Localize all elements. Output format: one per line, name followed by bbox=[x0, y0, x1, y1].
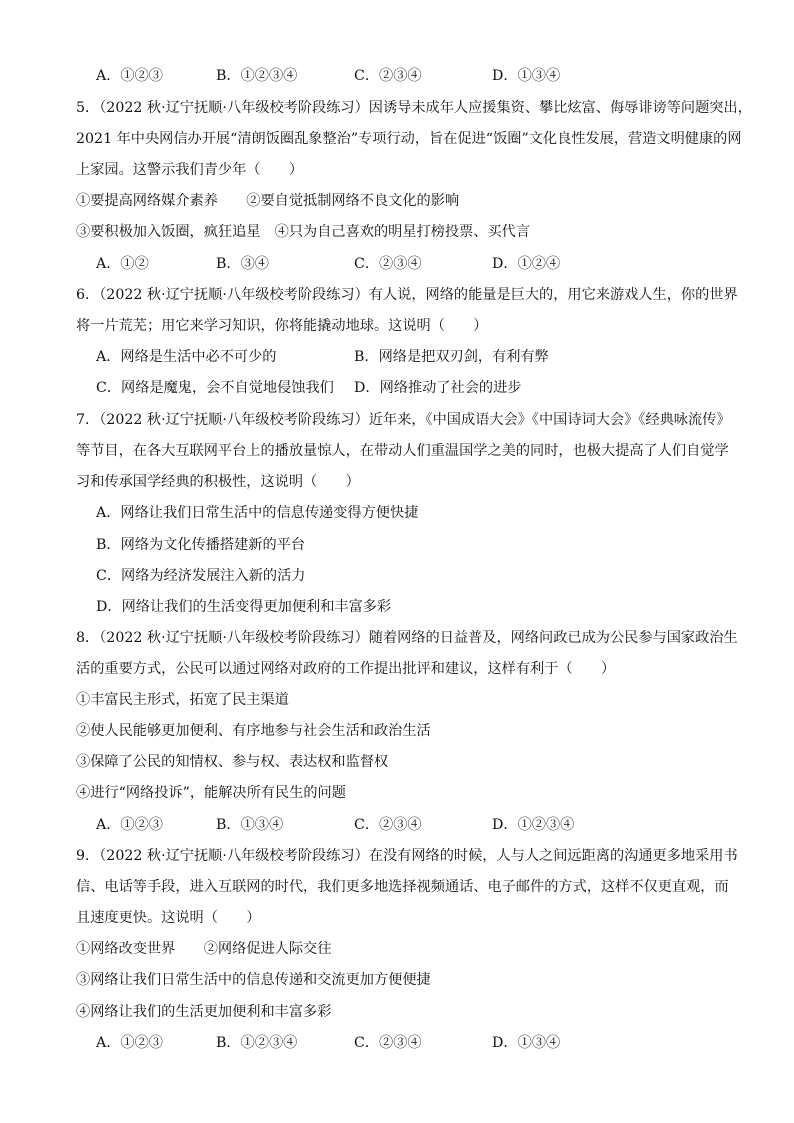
q4-option-a: A．①②③ bbox=[96, 68, 163, 84]
q5-option-b: B．③④ bbox=[216, 256, 269, 272]
q6-option-d: D．网络推动了社会的进步 bbox=[354, 380, 522, 396]
q8-statement-2: ②使人民能够更加便利、有序地参与社会生活和政治生活 bbox=[76, 723, 431, 739]
q8-options bbox=[96, 815, 736, 835]
q6-stem-line-1: 6．（2022 秋·辽宁抚顺·八年级校考阶段练习）有人说，网络的能量是巨大的，用它来游戏人生，你的世界 bbox=[76, 287, 738, 303]
q6-option-a: A．网络是生活中必不可少的 bbox=[96, 349, 277, 365]
q5-stem-line-1: 5．（2022 秋·辽宁抚顺·八年级校考阶段练习）因诱导未成年人应援集资、攀比炫富、侮辱诽谤等问题突出， bbox=[76, 100, 752, 116]
q4-option-c: C．②③④ bbox=[354, 68, 422, 84]
q8-option-b: B．①③④ bbox=[216, 817, 284, 833]
q5-option-c: C．②③④ bbox=[354, 256, 422, 272]
q9-option-a: A．①②③ bbox=[96, 1035, 163, 1051]
q9-stem-line-3: 且速度更快。这说明（ ） bbox=[76, 910, 261, 926]
q7-stem-line-2: 等节目，在各大互联网平台上的播放量惊人，在带动人们重温国学之美的同时，也极大提高了人们自觉学 bbox=[76, 443, 729, 459]
q8-statement-4: ④进行“网络投诉”，能解决所有民生的问题 bbox=[76, 785, 346, 801]
q9-stem-line-1: 9．（2022 秋·辽宁抚顺·八年级校考阶段练习）在没有网络的时候，人与人之间远距离的沟通更多地采用书 bbox=[76, 848, 738, 864]
q4-option-b: B．①②③④ bbox=[216, 68, 298, 84]
q5-stem-line-3: 上家园。这警示我们青少年（ ） bbox=[76, 162, 304, 178]
q8-statement-3: ③保障了公民的知情权、参与权、表达权和监督权 bbox=[76, 754, 389, 770]
q9-statement-1: ①网络改变世界 ②网络促进人际交往 bbox=[76, 941, 332, 957]
q7-option-d: D．网络让我们的生活变得更加便利和丰富多彩 bbox=[96, 599, 392, 615]
q7-option-a: A．网络让我们日常生活中的信息传递变得方便快捷 bbox=[96, 505, 419, 521]
q5-option-d: D．①②④ bbox=[492, 256, 561, 272]
q5-options bbox=[96, 254, 736, 274]
q6-options-row-1 bbox=[96, 347, 736, 367]
q7-stem-line-3: 习和传承国学经典的积极性，这说明（ ） bbox=[76, 474, 360, 490]
q6-stem-line-2: 将一片荒芜；用它来学习知识，你将能撬动地球。这说明（ ） bbox=[76, 318, 488, 334]
q8-stem-line-1: 8．（2022 秋·辽宁抚顺·八年级校考阶段练习）随着网络的日益普及，网络问政已成为公民参与国家政治生 bbox=[76, 630, 738, 646]
q8-option-a: A．①②③ bbox=[96, 817, 163, 833]
q5-option-a: A．①② bbox=[96, 256, 149, 272]
q5-statement-1: ①要提高网络媒介素养 ②要自觉抵制网络不良文化的影响 bbox=[76, 193, 460, 209]
q8-stem-line-2: 活的重要方式，公民可以通过网络对政府的工作提出批评和建议，这样有利于（ ） bbox=[76, 661, 616, 677]
q9-option-d: D．①③④ bbox=[492, 1035, 561, 1051]
q9-statement-3: ④网络让我们的生活更加便利和丰富多彩 bbox=[76, 1004, 332, 1020]
q7-stem-line-1: 7．（2022 秋·辽宁抚顺·八年级校考阶段练习）近年来，《中国成语大会》《中国诗词大会》《经典咏流传》 bbox=[76, 412, 731, 428]
q5-stem-line-2: 2021 年中央网信办开展“清朗饭圈乱象整治”专项行动，旨在促进“饭圈”文化良性发展，营造文明健康的网 bbox=[76, 131, 742, 147]
q9-option-c: C．②③④ bbox=[354, 1035, 422, 1051]
q4-options bbox=[96, 66, 736, 86]
q9-option-b: B．①②③④ bbox=[216, 1035, 298, 1051]
q4-option-d: D．①③④ bbox=[492, 68, 561, 84]
q9-stem-line-2: 信、电话等手段，进入互联网的时代，我们更多地选择视频通话、电子邮件的方式，这样不仅更直观，而 bbox=[76, 879, 729, 895]
q9-options bbox=[96, 1033, 736, 1053]
q6-option-b: B．网络是把双刃剑，有利有弊 bbox=[354, 349, 549, 365]
q8-statement-1: ①丰富民主形式，拓宽了民主渠道 bbox=[76, 692, 289, 708]
q7-option-b: B．网络为文化传播搭建新的平台 bbox=[96, 537, 306, 553]
q8-option-d: D．①②③④ bbox=[492, 817, 575, 833]
q6-option-c: C．网络是魔鬼，会不自觉地侵蚀我们 bbox=[96, 380, 334, 396]
q5-statement-2: ③要积极加入饭圈，疯狂追星 ④只为自己喜欢的明星打榜投票、买代言 bbox=[76, 224, 531, 240]
q7-option-c: C．网络为经济发展注入新的活力 bbox=[96, 568, 306, 584]
q6-options-row-2 bbox=[96, 378, 736, 398]
q9-statement-2: ③网络让我们日常生活中的信息传递和交流更加方便便捷 bbox=[76, 972, 431, 988]
q8-option-c: C．②③④ bbox=[354, 817, 422, 833]
